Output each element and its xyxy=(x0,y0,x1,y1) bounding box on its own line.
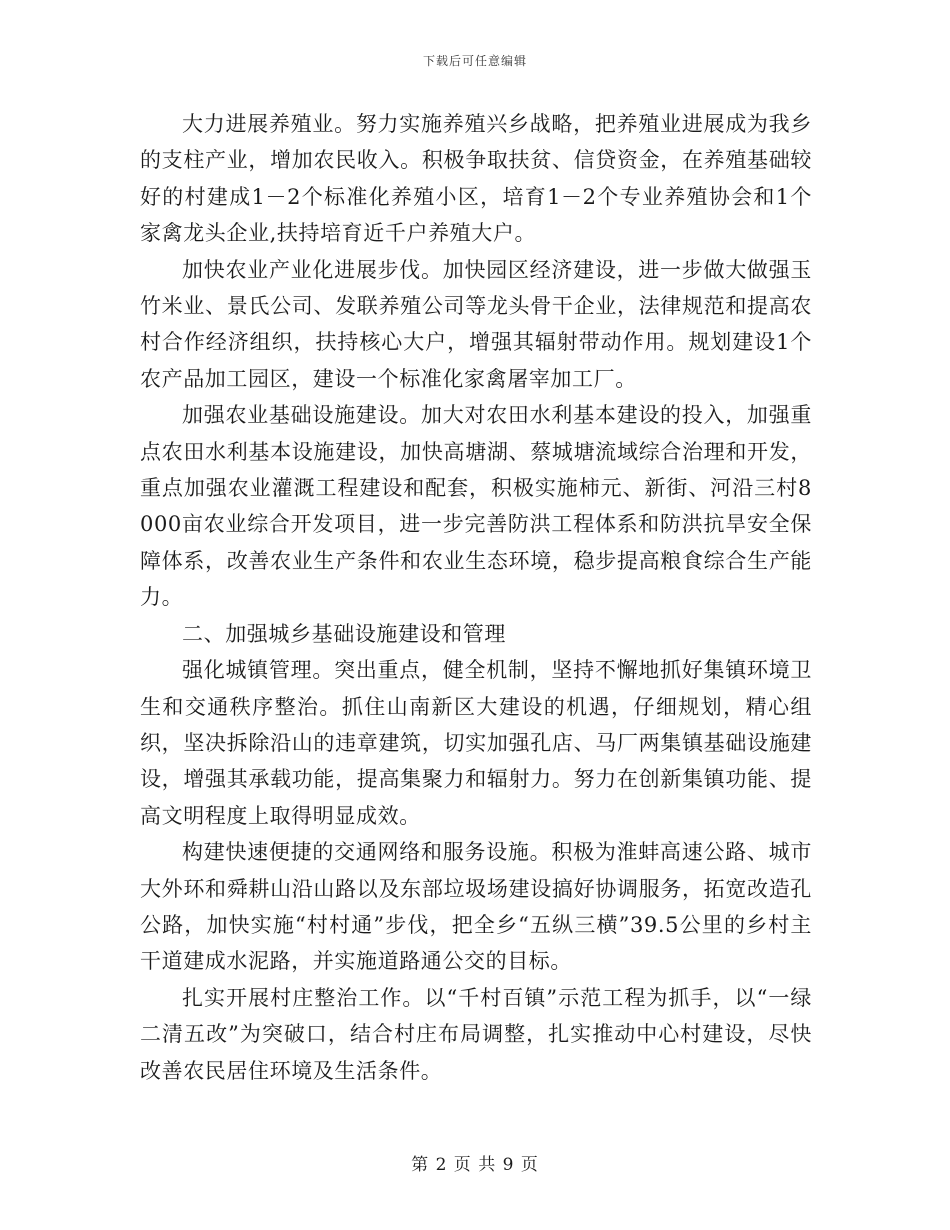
paragraph-transport: 构建快速便捷的交通网络和服务设施。积极为淮蚌高速公路、城市大外环和舜耕山沿山路以及东部垃圾场建设搞好协调服务，拓宽改造孔公路，加快实施“村村通”步伐，把全乡“五纵三横”39.5公里的乡村主干道建成水泥路，并实施道路通公交的目标。 xyxy=(140,840,812,974)
paragraph-industrialization: 加快农业产业化进展步伐。加快园区经济建设，进一步做大做强玉竹米业、景氏公司、发联养殖公司等龙头骨干企业，法律规范和提高农村合作经济组织，扶持核心大户，增强其辐射带动作用。规划建设1个农产品加工园区，建设一个标准化家禽屠宰加工厂。 xyxy=(140,257,812,391)
page-header: 下载后可任意编辑 xyxy=(422,54,527,68)
paragraph-infrastructure: 加强农业基础设施建设。加大对农田水利基本建设的投入，加强重点农田水利基本设施建设，加快高塘湖、蔡城塘流域综合治理和开发，重点加强农业灌溉工程建设和配套，积极实施柿元、新街、河沿三村8000亩农业综合开发项目，进一步完善防洪工程体系和防洪抗旱安全保障体系，改善农业生产条件和农业生态环境，稳步提高粮食综合生产能力。 xyxy=(140,403,812,610)
document-body xyxy=(140,106,812,1089)
paragraph-livestock: 大力进展养殖业。努力实施养殖兴乡战略，把养殖业进展成为我乡的支柱产业，增加农民收入。积极争取扶贫、信贷资金，在养殖基础较好的村建成1－2个标准化养殖小区，培育1－2个专业养殖协会和1个家禽龙头企业,扶持培育近千户养殖大户。 xyxy=(140,112,812,246)
page-footer: 第 2 页 共 9 页 xyxy=(411,1155,539,1175)
paragraph-village-renovation: 扎实开展村庄整治工作。以“千村百镇”示范工程为抓手，以“一绿二清五改”为突破口，结合村庄布局调整，扎实推动中心村建设，尽快改善农民居住环境及生活条件。 xyxy=(140,985,812,1083)
paragraph-town-management: 强化城镇管理。突出重点，健全机制，坚持不懈地抓好集镇环境卫生和交通秩序整治。抓住山南新区大建设的机遇，仔细规划，精心组织，坚决拆除沿山的违章建筑，切实加强孔店、马厂两集镇基础设施建设，增强其承载功能，提高集聚力和辐射力。努力在创新集镇功能、提高文明程度上取得明显成效。 xyxy=(140,658,812,828)
section-heading: 二、加强城乡基础设施建设和管理 xyxy=(182,621,506,646)
